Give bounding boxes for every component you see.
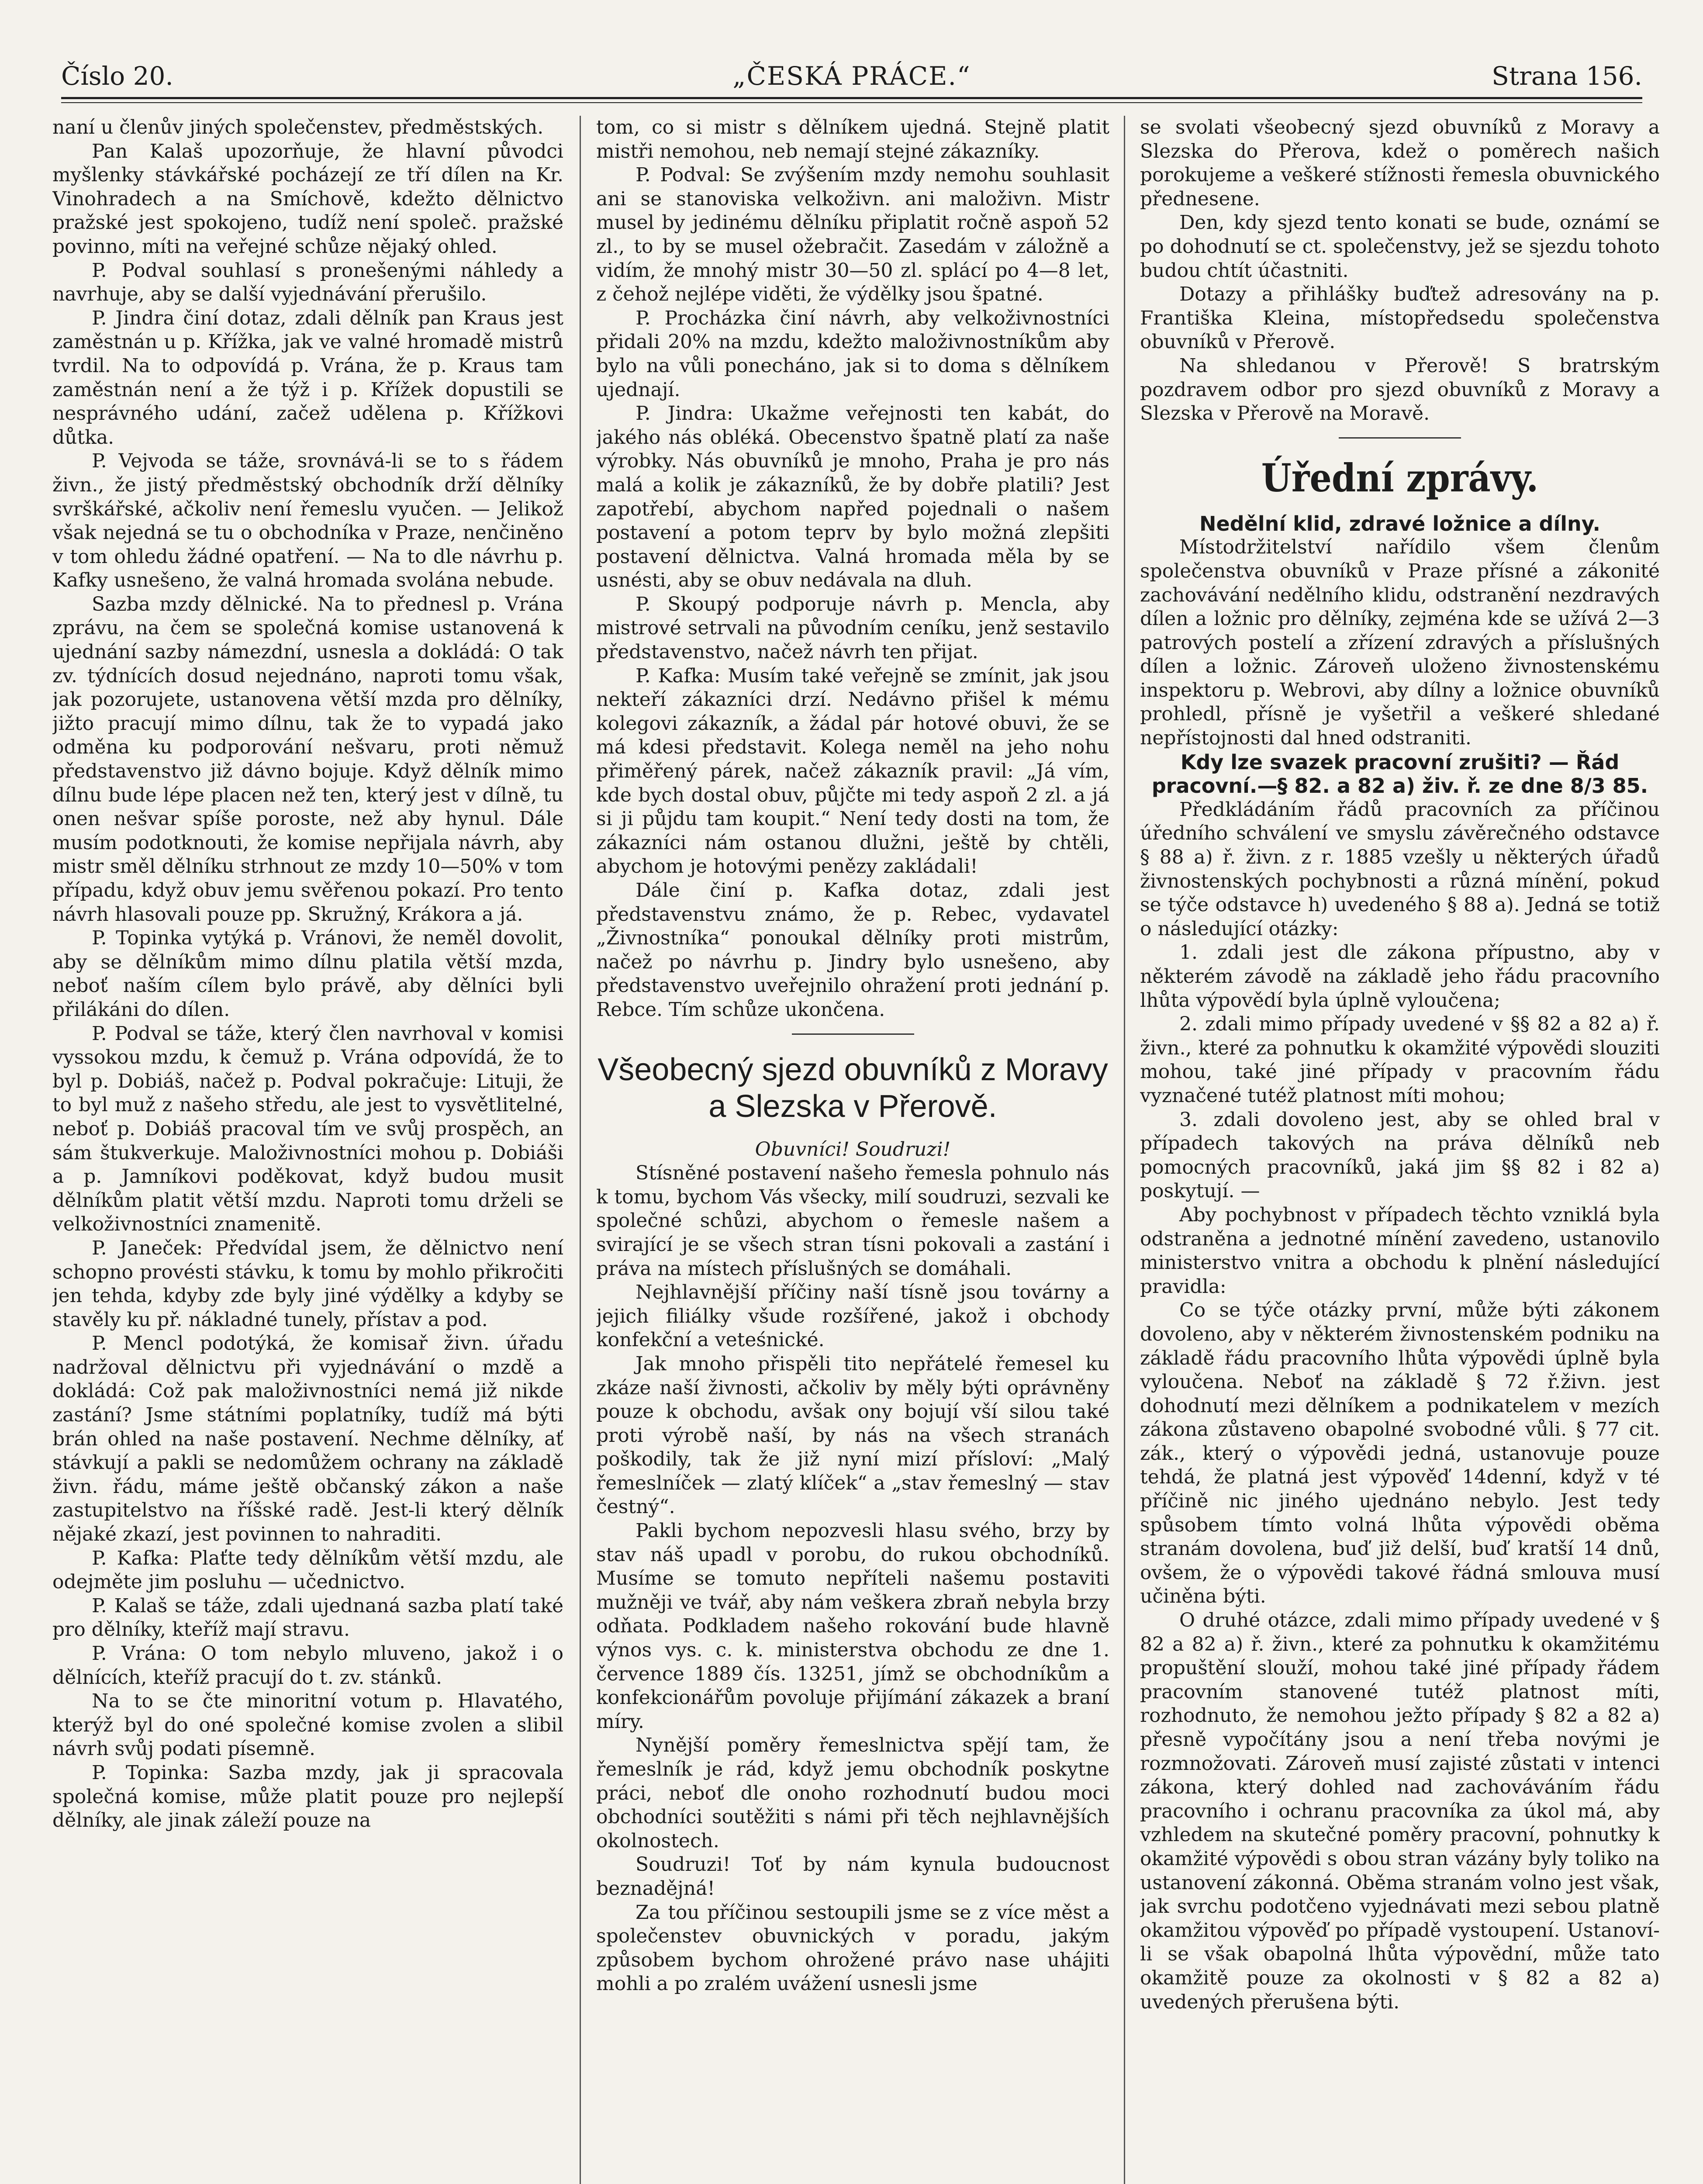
header-rule-thin bbox=[61, 102, 1642, 103]
paragraph: P. Janeček: Předvídal jsem, že dělnictvo není schopno provésti stávku, k tomu by mohlo přikročiti jen tehda, kdyby zde byly jiné výdělky a kdyby se stavěly ku př. nákladné tunely, přístav a pod. bbox=[52, 1237, 563, 1331]
paragraph-wage-rate: Sazba mzdy dělnické. Na to přednesl p. Vrána zprávu, na čem se společná komise ustanovená k ujednání sazby námezdní, usnesla a dokládá: O tak zv. týdnících dosud nejednáno, naproti tomu však, jak pozorujete, ustanovena větší mzda pro dělníky, jižto pracují mimo dílnu, tak že to vypadá jako odměna ku podporování nešvaru, proti němuž představenstvo již dávno bojuje. Když dělník mimo dílnu bude lépe placen než ten, který jest v dílně, tu onen nešvar spíše poroste, než aby hynul. Dále musím podotknouti, že komise nepřijala návrh, aby mistr směl dělníku strhnout ze mzdy 10—50% v tom případu, když obuv jemu svěřenou pokazí. Pro tento návrh hlasovali pouze pp. Skružný, Krákora a já. bbox=[52, 593, 563, 926]
paragraph-greeting: Na shledanou v Přerově! S bratrským pozdravem odbor pro sjezd obuvníků z Moravy a Slezska v Přerově na Moravě. bbox=[1140, 354, 1660, 425]
column-divider bbox=[580, 116, 581, 2184]
newspaper-title: „ČESKÁ PRÁCE.“ bbox=[732, 61, 971, 91]
section-divider bbox=[1339, 437, 1461, 439]
paragraph: P. Procházka činí návrh, aby velkoživnostníci přidali 20% na mzdu, kdežto maloživnostníkům aby bylo na vůli ponecháno, jak si to doma s dělníkem ujednají. bbox=[596, 307, 1109, 401]
question-item: 1. zdali jest dle zákona přípustno, aby v některém závodě na základě jeho řádu pracovního lhůta výpovědí byla úplně vyloučena; bbox=[1140, 941, 1660, 1012]
paragraph: Na to se čte minoritní votum p. Hlavatého, kterýž byl do oné společné komise zvolen a slibil návrh svůj podati písemně. bbox=[52, 1690, 563, 1760]
page-number: Strana 156. bbox=[1492, 61, 1642, 91]
paragraph: P. Jindra: Ukažme veřejnosti ten kabát, do jakého nás obléká. Obecenstvo špatně platí za naše výrobky. Nás obuvníků je mnoho, Praha je pro nás malá a kolik je zákazníků, že by dobře platili? Jest zapotřebí, abychom napřed pojednali o našem postavení a potom teprv by bylo možná zlepšiti postavení dělnictva. Valná hromada měla by se usnésti, aby se obuv nedávala na dluh. bbox=[596, 402, 1109, 592]
paragraph: tom, co si mistr s dělníkem ujedná. Stejně platit mistři nemohou, neb nemají stejné zákazníky. bbox=[596, 116, 1109, 162]
issue-number: Číslo 20. bbox=[61, 61, 173, 91]
paragraph: Pan Kalaš upozorňuje, že hlavní původci myšlenky stávkářské pocházejí ze tří dílen na Kr. Vinohradech a na Smíchově, kdežto dělnictvo pražské jest spokojeno, tudíž není společ. pražské povinno, míti na veřejné schůze nějaký ohled. bbox=[52, 140, 563, 258]
column-1 bbox=[52, 116, 563, 2184]
paragraph: Den, kdy sjezd tento konati se bude, oznámí se po dohodnutí se ct. společenstvy, jež se sjezdu tohoto budou chtít účastniti. bbox=[1140, 211, 1660, 282]
paragraph: P. Vrána: O tom nebylo mluveno, jakož i o dělnících, kteříž pracují do t. zv. stánků. bbox=[52, 1642, 563, 1689]
paragraph: P. Vejvoda se táže, srovnává-li se to s řádem živn., že jistý předměstský obchodník drží dělníky svrškářské, ačkoliv není řemeslu vyučen. — Jelikož však nejedná se tu o obchodníka v Praze, nenčiněno v tom ohledu žádné opatření. — Na to dle návrhu p. Kafky usnešeno, že valná hromada svolána nebude. bbox=[52, 450, 563, 592]
paragraph: P. Topinka vytýká p. Vránovi, že neměl dovolit, aby se dělníkům mimo dílnu platila větší mzda, neboť naším cílem bylo právě, aby dělníci byli přilákáni do dílen. bbox=[52, 927, 563, 1021]
question-item: 2. zdali mimo případy uvedené v §§ 82 a 82 a) ř. živn., které za pohnutku k okamžité výpovědi slouziti mohou, také jiné případy v pracovním řádu vyznačené tutéž platnost míti mohou; bbox=[1140, 1013, 1660, 1107]
column-divider bbox=[1124, 116, 1125, 2184]
sjezd-headline: Všeobecný sjezd obuvníků z Moravy a Slezska v Přerově. bbox=[598, 1052, 1108, 1124]
paragraph: P. Kafka: Musím také veřejně se zmínit, jak jsou nekteří zákazníci drzí. Nedávno přišel k mému kolegovi zákazník, a žádal pár hotové obuvi, že se má kdesi představit. Kolega neměl na jeho nohu přiměřený párek, načež zákazník pravil: „Já vím, kde bych dostal obuv, půjčte mi tedy aspoň 2 zl. a já si ji půjdu tam koupit.“ Není tedy dosti na tom, že zákazníci nám ostanou dlužni, ještě by chtěli, abychom je hotovými penězy zakládali! bbox=[596, 664, 1109, 878]
sjezd-salutation: Obuvníci! Soudruzi! bbox=[755, 1138, 951, 1161]
sunday-rest-subhead: Nedělní klid, zdravé ložnice a dílny. bbox=[1199, 511, 1600, 536]
paragraph: Předkládáním řádů pracovních za příčinou úředního schválení ve smyslu závěrečného odstavce § 88 a) ř. živn. z r. 1885 vzešly u některých úřadů živnostenských pochybnosti a různá mínění, pokud se týče odstavce h) uvedeného § 88 a). Jedná se totiž o následující otázky: bbox=[1140, 798, 1660, 940]
paragraph: O druhé otázce, zdali mimo případy uvedené v § 82 a 82 a) ř. živn., které za pohnutku k okamžitému propuštění slouží, mohou také jiné případy řádem pracovním stanovené tutéž platnost míti, rozhodnuto, že nemohou ježto případy § 82 a 82 a) přesně vypočítány jsou a není třeba novými je rozmnožovati. Zároveň musí zajisté zůstati v intenci zákona, který dohled nad zachováváním řádu pracovního i ochranu pracovníka za úkol má, aby vzhledem na skutečné poměry pracovní, pohnutky k okamžité výpovědi s obou stran vázány byly toliko na ustanovení zákonná. Oběma stranám volno jest však, jak svrchu podotčeno vyjednávati mezi sebou platně okamžitou výpověď po případě vystoupení. Ustanoví-li se však obapolná lhůta výpovědní, může tato okamžitě pouze za okolnosti v § 82 a 82 a) uvedených přerušena býti. bbox=[1140, 1609, 1660, 2013]
column-2 bbox=[596, 116, 1109, 2184]
paragraph: P. Podval souhlasí s pronešenými náhledy a navrhuje, aby se další vyjednávání přerušilo. bbox=[52, 259, 563, 306]
paragraph: Za tou příčinou sestoupili jsme se z více měst a společenstev obuvnických v poradu, jakým způsobem bychom ohrožené právo nase uhájiti mohli a po zralém uvážení usnesli jsme bbox=[596, 1901, 1109, 1995]
paragraph: Aby pochybnost v případech těchto vzniklá byla odstraněna a jednotné mínění zavedeno, ustanovilo ministerstvo vnitra a obchodu k plnění následující pravidla: bbox=[1140, 1203, 1660, 1298]
paragraph: P. Mencl podotýká, že komisař živn. úřadu nadržoval dělnictvu při vyjednávání o mzdě a dokládá: Což pak maloživnostníci nemá již nikde zastání? Jsme státními poplatníky, tudíž má býti brán ohled na naše postavení. Nechme dělníky, ať stávkují a pakli se nedomůžem ochrany na základě živn. řádu, máme ještě občanský zákon a naše zastupitelstvo na říšské radě. Jest-li který dělník nějaké zkazí, jest povinnen to nahraditi. bbox=[52, 1332, 563, 1546]
header-rule bbox=[61, 97, 1642, 99]
paragraph: P. Topinka: Sazba mzdy, jak ji spracovala společná komise, může platit pouze pro nejlepší dělníky, ale jinak záleží pouze na bbox=[52, 1761, 563, 1832]
column-3 bbox=[1140, 116, 1660, 2184]
paragraph: Nynější poměry řemeslnictva spějí tam, že řemeslník je rád, když jemu obchodník poskytne práci, neboť dle onoho rozhodnutí budou moci obchodníci soutěžiti s námi při těch nejhlavnějších okolnostech. bbox=[596, 1734, 1109, 1852]
official-reports-headline: Úřední zprávy. bbox=[1261, 455, 1539, 501]
paragraph: Jak mnoho přispěli tito nepřátelé řemesel ku zkáze naší živnosti, ačkoliv by měly býti oprávněny pouze k obchodu, avšak ony bojují vší silou také proti výrobě naší, by nás na všech stranách poškodily, tak že již nyní mizí přísloví: „Malý řemeslníček — zlatý klíček“ a „stav řemeslný — stav čestný“. bbox=[596, 1352, 1109, 1518]
paragraph: P. Jindra činí dotaz, zdali dělník pan Kraus jest zaměstnán u p. Křížka, jak ve valné hromadě mistrů tvrdil. Na to odpovídá p. Vrána, že p. Kraus tam zaměstnán není a že týž i p. Křížek dopustili se nesprávného udání, začež udělena p. Křížkovi důtka. bbox=[52, 307, 563, 449]
paragraph: Stísněné postavení našeho řemesla pohnulo nás k tomu, bychom Vás všecky, milí soudruzi, sezvali ke společné schůzi, abychom o řemesle našem a svirající je se všech stran tísni pokovali a zastání i práva na místech příslušných se domáhali. bbox=[596, 1162, 1109, 1280]
paragraph: Dotazy a přihlášky buďtež adresovány na p. Františka Kleina, místopředsedu společenstva obuvníků v Přerově. bbox=[1140, 283, 1660, 353]
labour-contract-subhead: Kdy lze svazek pracovní zrušiti? — Řád pracovní.—§ 82. a 82 a) živ. ř. ze dne 8/3 85. bbox=[1151, 750, 1648, 798]
paragraph: P. Kalaš se táže, zdali ujednaná sazba platí také pro dělníky, kteříž mají stravu. bbox=[52, 1594, 563, 1641]
paragraph: se svolati všeobecný sjezd obuvníků z Moravy a Slezska do Přerova, kdež o poměrech našich porokujeme a veškeré stížnosti řemesla obuvnického přednesene. bbox=[1140, 116, 1660, 210]
question-item: 3. zdali dovoleno jest, aby se ohled bral v případech takových na práva dělníků neb pomocných pracovníků, jaká jim §§ 82 i 82 a) poskytují. — bbox=[1140, 1108, 1660, 1203]
paragraph: Co se týče otázky první, může býti zákonem dovoleno, aby v některém živnostenském podniku na základě řádu pracovního lhůta výpovědi úplně byla vyloučena. Neboť na základě § 72 ř.živn. jest dohodnutí mezi dělníkem a podnikatelem v mezích zákona zůstaveno obapolné svobodné vůli. § 77 cit. zák., který o výpovědi jedná, ustanovuje pouze tehdá, že platná jest výpověď 14denní, když v té příčině nic jiného ujednáno nebylo. Jest tedy spůsobem tímto volná lhůta výpovědi oběma stranám dovolena, buď již delší, buď kratší 14 dnů, ovšem, že o výpovědi takové řádná smlouva musí učiněna býti. bbox=[1140, 1299, 1660, 1608]
paragraph: Nejhlavnější příčiny naší tísně jsou továrny a jejich filiálky všude rozšířené, jakož i obchody konfekční a veteśnické. bbox=[596, 1281, 1109, 1351]
paragraph: P. Skoupý podporuje návrh p. Mencla, aby mistrové setrvali na původním ceníku, jenž sestavilo představenstvo, načež návrh ten přijat. bbox=[596, 593, 1109, 663]
paragraph: Dále činí p. Kafka dotaz, zdali jest představenstvu známo, že p. Rebec, vydavatel „Živnostníka“ ponoukal dělníky proti mistrům, načež po návrhu p. Jindry bylo usnešeno, aby představenstvo uveřejnilo ohražení proti jednání p. Rebce. Tím schůze ukončena. bbox=[596, 879, 1109, 1021]
page-header bbox=[61, 52, 1642, 100]
paragraph: P. Podval: Se zvýšením mzdy nemohu souhlasit ani se stanoviska velkoživn. ani maloživn. Mistr musel by jedinému dělníku připlatit ročně aspoň 52 zl., to by se musel ožebračit. Zasedám v záložně a vidím, že mnohý mistr 30—50 zl. splácí po 4—8 let, z čehož nejlépe viděti, že výdělky jsou špatné. bbox=[596, 164, 1109, 306]
paragraph: Místodržitelství nařídilo všem členům společenstva obuvníků v Praze přísné a zákonité zachovávání nedělního klidu, odstranění nezdravých dílen a ložnic pro dělníky, zejména kde se užívá 2—3 patrových postelí a zřízení zdravých a příslušných dílen a ložnic. Zároveň uloženo živnostenskému inspektoru p. Webrovi, aby dílny a ložnice obuvníků prohledl, přísně je vyšetřil a veškeré shledané nepřístojnosti dal hned odstraniti. bbox=[1140, 536, 1660, 750]
paragraph: P. Kafka: Plaťte tedy dělníkům větší mzdu, ale odejměte jim posluhu — učednictvo. bbox=[52, 1547, 563, 1593]
paragraph: P. Podval se táže, který člen navrhoval v komisi vyssokou mzdu, k čemuž p. Vrána odpovídá, že to byl p. Dobiáš, načež p. Podval pokračuje: Lituji, že to byl muž z našeho středu, ale jest to vysvětlitelné, neboť p. Dobiáš pracoval tím ve svůj prospěch, an sám štukverkuje. Maloživnostníci mohou p. Dobiáši a p. Jamníkovi poděkovat, když budou musit dělníkům platit větší mzdu. Naproti tomu drželi se velkoživnostníci znamenitě. bbox=[52, 1022, 563, 1236]
paragraph: Pakli bychom nepozvesli hlasu svého, brzy by stav náš upadl v porobu, do rukou obchodníků. Musíme se tomuto nepříteli našemu postaviti mužněji ve tvář, aby nám veškera zbraň nebyla brzy odňata. Podkladem našeho rokování bude hlavně výnos vys. c. k. ministerstva obchodu ze dne 1. července 1889 čís. 13251, jímž se obchodníkům a konfekcionářům povoluje přijímání zákazek a braní míry. bbox=[596, 1520, 1109, 1733]
paragraph: Soudruzi! Toť by nám kynula budoucnost beznadějná! bbox=[596, 1853, 1109, 1900]
section-divider bbox=[792, 1033, 914, 1035]
paragraph: naní u členův jiných společenstev, předměstských. bbox=[52, 116, 544, 138]
